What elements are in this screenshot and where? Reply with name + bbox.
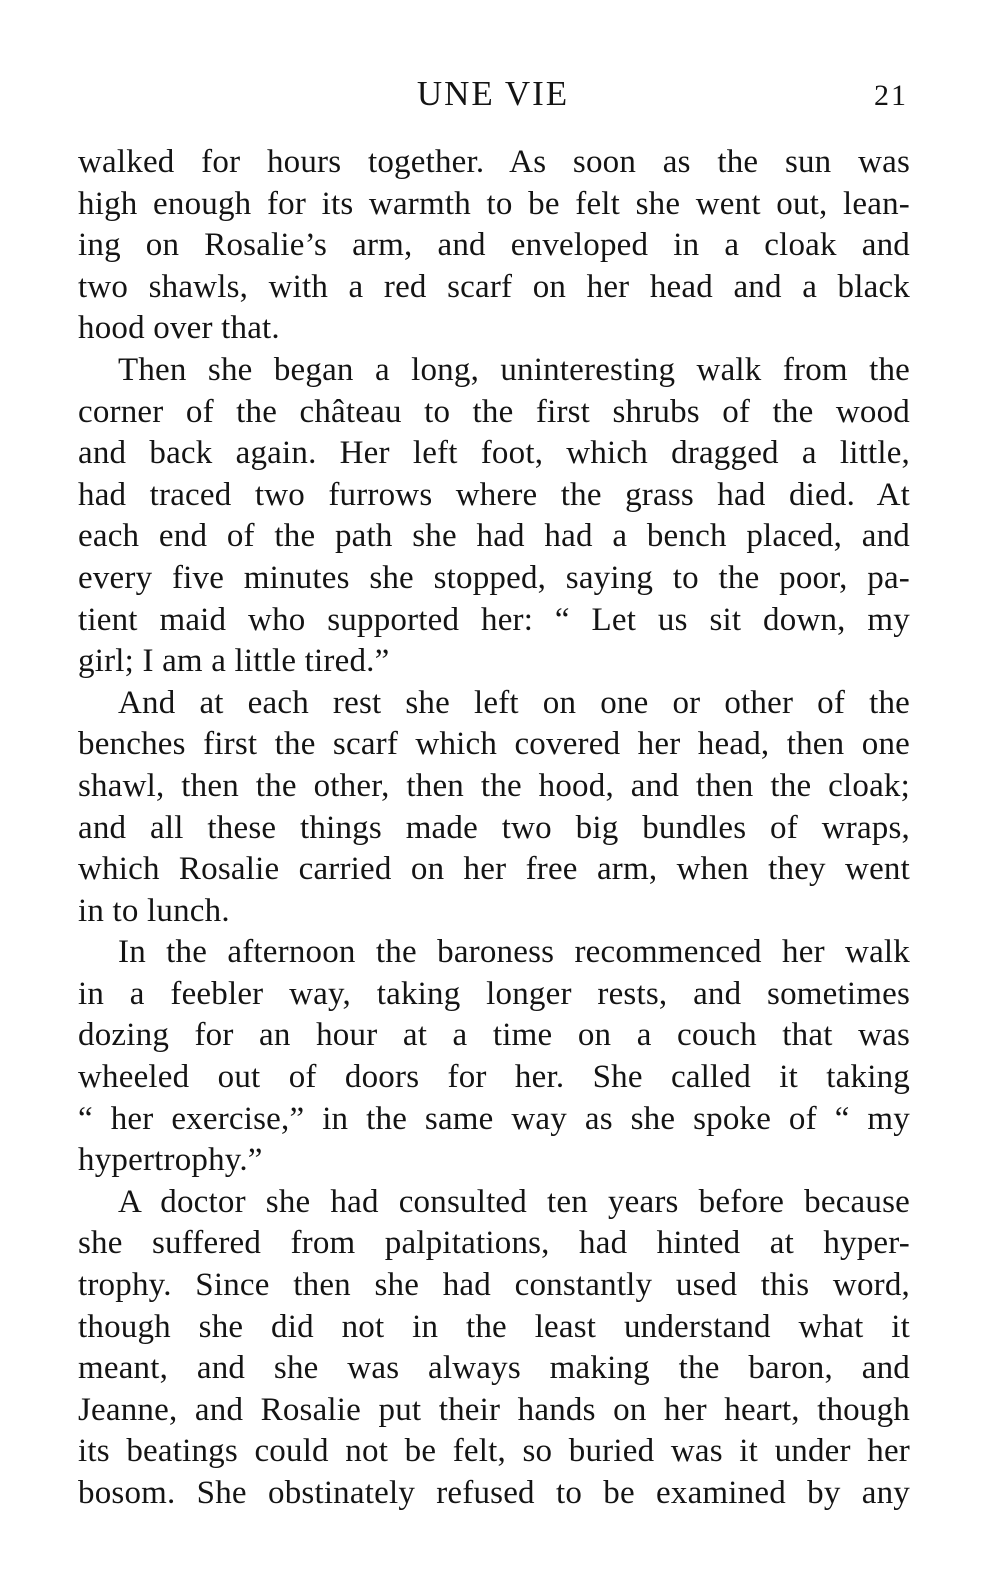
text-line: every five minutes she stopped, saying to the poor, pa- — [78, 559, 910, 596]
text-line: benches first the scarf which covered her head, then one — [78, 726, 910, 763]
text-line: bosom. She obstinately refused to be examined by any — [78, 1475, 910, 1511]
paragraph — [78, 350, 910, 683]
text-line: shawl, then the other, then the hood, and then the cloak; — [78, 767, 910, 804]
text-line: hood over that. — [78, 310, 280, 347]
text-line: wheeled out of doors for her. She called it taking — [78, 1059, 910, 1096]
paragraph — [78, 142, 910, 350]
paragraph — [78, 683, 910, 933]
body-text — [78, 142, 910, 1515]
text-line: its beatings could not be felt, so buried was it under her — [78, 1433, 910, 1470]
running-title: UNE VIE — [416, 74, 570, 113]
text-line: hypertrophy.” — [78, 1142, 263, 1179]
text-line: in a feebler way, taking longer rests, and sometimes — [78, 975, 910, 1012]
running-head — [78, 70, 908, 120]
text-line: and back again. Her left foot, which dragged a little, — [78, 435, 910, 472]
text-line: And at each rest she left on one or other of the — [118, 684, 910, 721]
text-line: dozing for an hour at a time on a couch that was — [78, 1017, 910, 1054]
page-number: 21 — [874, 79, 908, 112]
text-line: Jeanne, and Rosalie put their hands on her heart, though — [78, 1391, 910, 1428]
text-line: each end of the path she had had a bench placed, and — [78, 518, 910, 555]
text-line: “ her exercise,” in the same way as she spoke of “ my — [78, 1100, 910, 1137]
text-line: had traced two furrows where the grass had died. At — [78, 476, 910, 513]
text-line: she suffered from palpitations, had hinted at hyper- — [78, 1225, 910, 1262]
paragraph — [78, 932, 910, 1182]
text-line: and all these things made two big bundles of wraps, — [78, 809, 910, 846]
text-line: two shawls, with a red scarf on her head and a black — [78, 268, 910, 305]
text-line: though she did not in the least understand what it — [78, 1308, 910, 1345]
text-line: which Rosalie carried on her free arm, when they went — [78, 851, 910, 888]
text-line: In the afternoon the baroness recommenced her walk — [118, 934, 910, 971]
text-line: in to lunch. — [78, 892, 230, 929]
text-line: walked for hours together. As soon as the sun was — [78, 144, 910, 180]
text-line: A doctor she had consulted ten years before because — [118, 1183, 910, 1220]
text-line: tient maid who supported her: “ Let us sit down, my — [78, 601, 910, 638]
paragraph — [78, 1182, 910, 1515]
text-line: corner of the château to the first shrubs of the wood — [78, 393, 910, 430]
text-line: ing on Rosalie’s arm, and enveloped in a cloak and — [78, 227, 910, 264]
text-line: meant, and she was always making the baron, and — [78, 1350, 910, 1387]
text-line: trophy. Since then she had constantly used this word, — [78, 1267, 910, 1304]
text-line: girl; I am a little tired.” — [78, 643, 390, 680]
text-line: Then she began a long, uninteresting walk from the — [118, 351, 910, 388]
text-line: high enough for its warmth to be felt she went out, lean- — [78, 185, 910, 222]
